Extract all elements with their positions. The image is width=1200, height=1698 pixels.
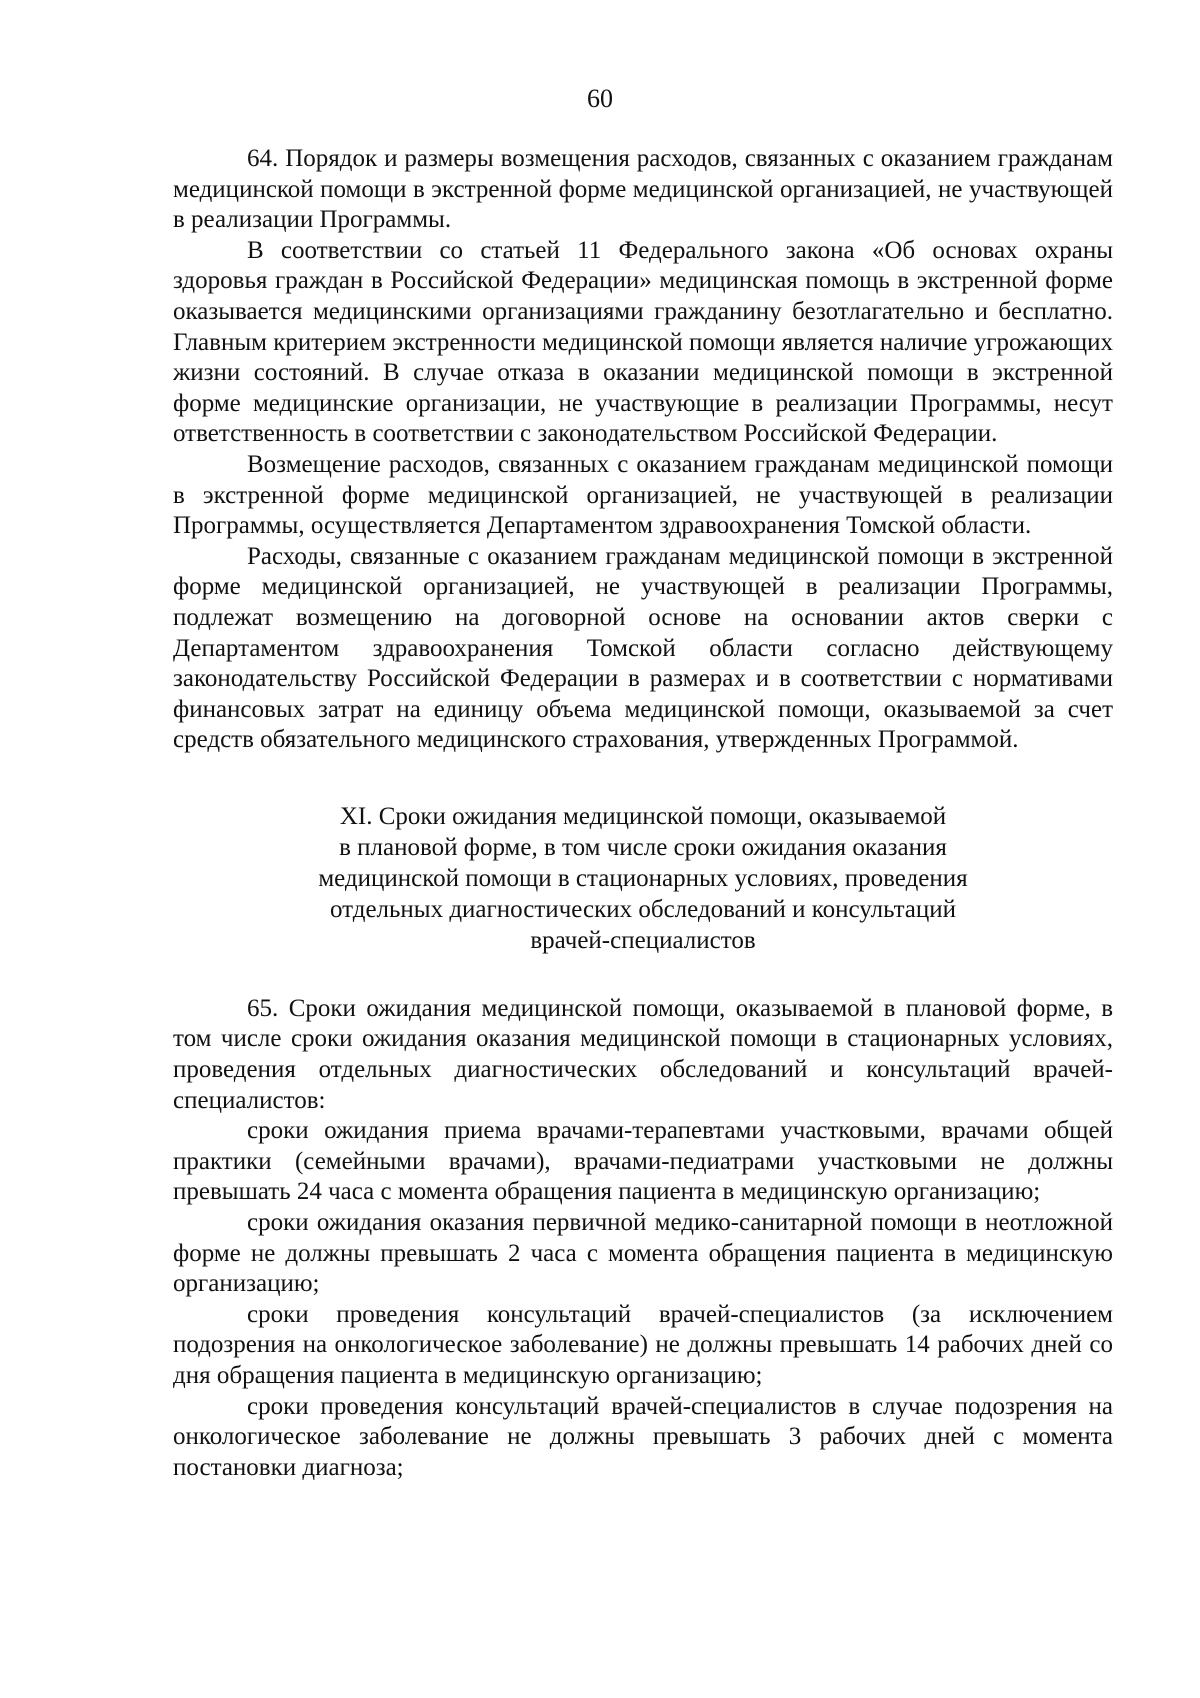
page-number: 60 — [587, 84, 613, 113]
heading-line: врачей-специалистов — [530, 926, 756, 954]
paragraph-oncology-consult-wait: сроки проведения консультаций врачей-специалистов в случае подозрения на онкологическое заболевание не должны превышать 3 рабочих дней с момента постановки диагноза; — [173, 1392, 1113, 1481]
document-body — [173, 144, 1113, 1483]
heading-line: отдельных диагностических обследований и консультаций — [329, 895, 957, 923]
paragraph-article-11: В соответствии со статьей 11 Федерального закона «Об основах охраны здоровья граждан в Российской Федерации» медицинская помощь в экстренной форме оказывается медицинскими организациями гражданину безотлагательно и бесплатно. Главным критерием экстренности медицинской помощи является наличие угрожающих жизни состояний. В случае отказа в оказании медицинской помощи в экстренной форме медицинские организации, не участвующие в реализации Программы, несут ответственность в соответствии с законодательством Российской Федерации. — [173, 236, 1113, 448]
paragraph-reimbursement: Возмещение расходов, связанных с оказанием гражданам медицинской помощи в экстренной форме медицинской организацией, не участвующей в реализации Программы, осуществляется Департаментом здравоохранения Томской области. — [173, 450, 1113, 540]
paragraph-specialist-consult-wait: сроки проведения консультаций врачей-специалистов (за исключением подозрения на онкологическое заболевание) не должны превышать 14 рабочих дней со дня обращения пациента в медицинскую организацию; — [173, 1300, 1113, 1389]
heading-line: медицинской помощи в стационарных условиях, проведения — [318, 864, 968, 892]
section-heading-xi — [173, 801, 1113, 956]
heading-line: XI. Сроки ожидания медицинской помощи, оказываемой — [339, 802, 947, 830]
heading-line: в плановой форме, в том числе сроки ожидания оказания — [339, 833, 947, 861]
paragraph-urgent-care-wait: сроки ожидания оказания первичной медико-санитарной помощи в неотложной форме не должны превышать 2 часа с момента обращения пациента в медицинскую организацию; — [173, 1209, 1113, 1298]
paragraph-expenses: Расходы, связанные с оказанием гражданам медицинской помощи в экстренной форме медицинской организацией, не участвующей в реализации Программы, подлежат возмещению на договорной основе на основании актов сверки с Департаментом здравоохранения Томской области согласно действующему законодательству Российской Федерации в размерах и в соответствии с нормативами финансовых затрат на единицу объема медицинской помощи, оказываемой за счет средств обязательного медицинского страхования, утвержденных Программой. — [173, 542, 1113, 754]
paragraph-therapist-wait: сроки ожидания приема врачами-терапевтами участковыми, врачами общей практики (семейными врачами), врачами-педиатрами участковыми не должны превышать 24 часа с момента обращения пациента в медицинскую организацию; — [173, 1117, 1113, 1206]
paragraph-65-title: 65. Сроки ожидания медицинской помощи, оказываемой в плановой форме, в том числе сроки ожидания оказания медицинской помощи в стационарных условиях, проведения отдельных диагностических обследований и консультаций врачей-специалистов: — [173, 994, 1113, 1114]
paragraph-64-title: 64. Порядок и размеры возмещения расходов, связанных с оказанием гражданам медицинской помощи в экстренной форме медицинской организацией, не участвующей в реализации Программы. — [173, 145, 1113, 234]
